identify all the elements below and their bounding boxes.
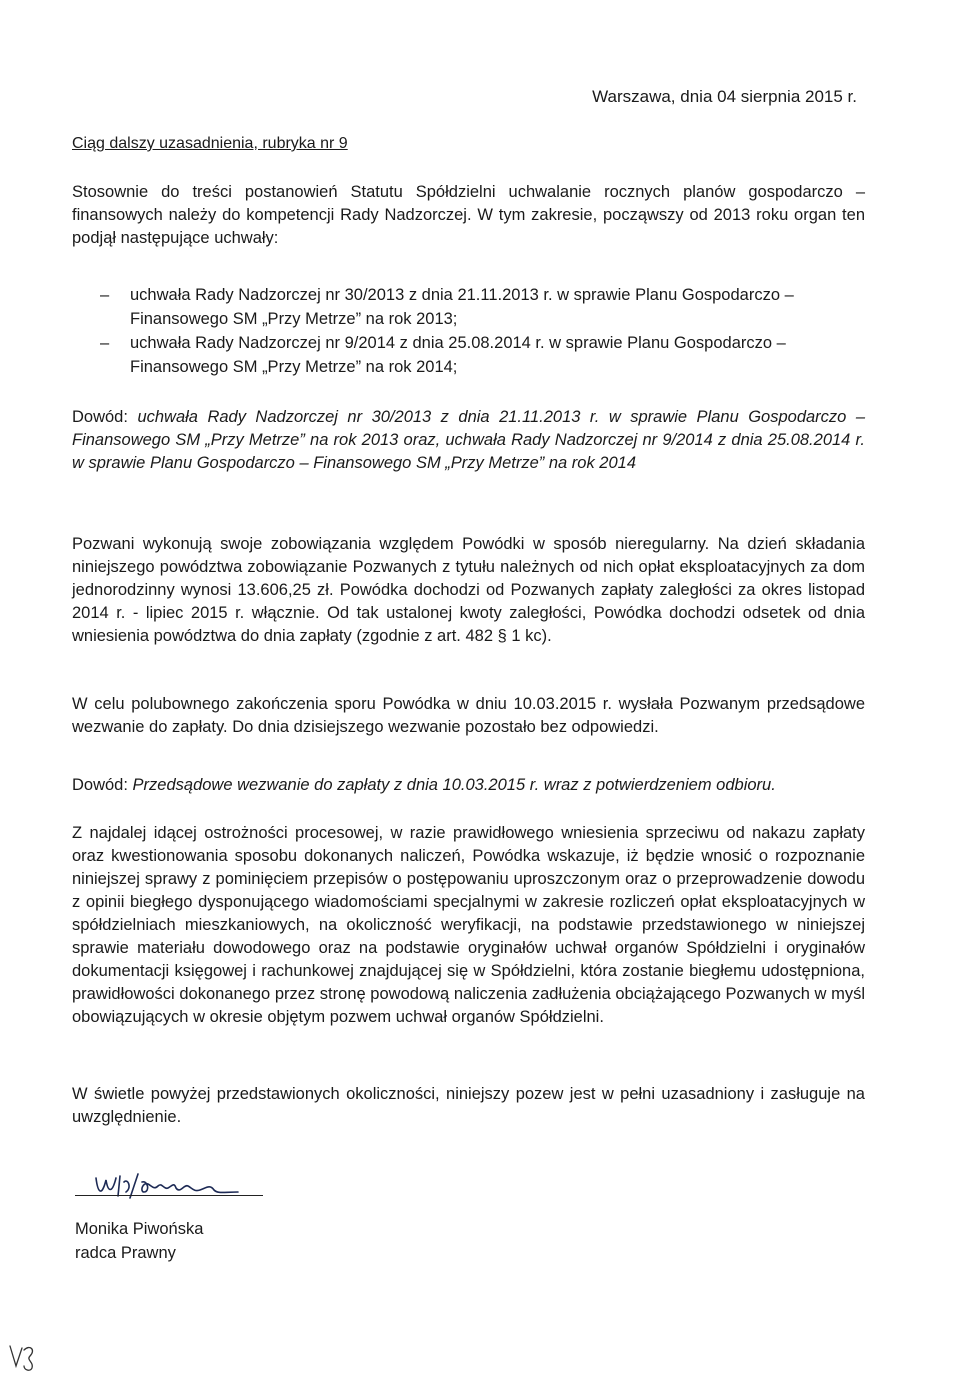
- signer-block: [75, 1217, 203, 1265]
- list-item: – uchwała Rady Nadzorczej nr 30/2013 z dnia 21.11.2013 r. w sprawie Planu Gospodarczo – Finansowego SM „Przy Metrze” na rok 2013;: [100, 283, 865, 331]
- list-item: – uchwała Rady Nadzorczej nr 9/2014 z dnia 25.08.2014 r. w sprawie Planu Gospodarczo – Finansowego SM „Przy Metrze” na rok 2014;: [100, 331, 865, 379]
- resolutions-list: [100, 283, 865, 379]
- signer-name: Monika Piwońska: [75, 1220, 204, 1238]
- intro-paragraph: Stosownie do treści postanowień Statutu Spółdzielni uchwalanie rocznych planów gospodarczo – finansowych należy do kompetencji Rady Nadzorczej. W tym zakresie, począwszy od 2013 roku organ ten podjął następujące uchwały:: [72, 183, 865, 247]
- evidence-block-2: [72, 774, 865, 797]
- section-heading: Ciąg dalszy uzasadnienia, rubryka nr 9: [72, 135, 348, 152]
- paragraph-demand: W celu polubownego zakończenia sporu Powódka w dniu 10.03.2015 r. wysłała Pozwanym przedsądowe wezwanie do zapłaty. Do dnia dzisiejszego wezwanie pozostało bez odpowiedzi.: [72, 695, 865, 736]
- signature-line: [75, 1195, 263, 1196]
- evidence-text: uchwała Rady Nadzorczej nr 30/2013 z dnia 21.11.2013 r. w sprawie Planu Gospodarczo – Finansowego SM „Przy Metrze” na rok 2013 oraz, uchwała Rady Nadzorczej nr 9/2014 z dnia 25.08.2014 r. w sprawie Planu Gospodarczo – Finansowego SM „Przy Metrze” na rok 2014: [72, 408, 865, 472]
- paragraph-procedure: Z najdalej idącej ostrożności procesowej, w razie prawidłowego wniesienia sprzeciwu od nakazu zapłaty oraz kwestionowania sposobu dokonanych naliczeń, Powódka wskazuje, iż będzie wnosić o rozpoznanie niniejszej sprawy z pominięciem przepisów o postępowaniu uproszczonym oraz o przeprowadzenie dowodu z opinii biegłego dysponującego wiadomościami specjalnymi w zakresie rozliczeń opłat eksploatacyjnych w spółdzielniach mieszkaniowych, na okoliczność weryfikacji, na podstawie przedstawionego w niniejszej sprawie materiału dowodowego oraz na podstawie oryginałów uchwał organów Spółdzielni i oryginałów dokumentacji księgowej i rachunkowej znajdującej się w Spółdzielni, która zostanie biegłemu udostępniona, prawidłowości dokonanego przez stronę powodową naliczenia zadłużenia obciążającego Pozwanych w myśl obowiązujących w okresie objętym pozwem uchwał organów Spółdzielni.: [72, 824, 865, 1026]
- evidence-text: Przedsądowe wezwanie do zapłaty z dnia 10.03.2015 r. wraz z potwierdzeniem odbioru.: [132, 776, 776, 794]
- paragraph-arrears: Pozwani wykonują swoje zobowiązania względem Powódki w sposób nieregularny. Na dzień składania niniejszego powództwa zobowiązanie Pozwanych z tytułu należnych od nich opłat eksploatacyjnych za dom jednorodzinny wynosi 13.606,25 zł. Powódka dochodzi od Pozwanych zapłaty zaległości za okres listopad 2014 r. - lipiec 2015 r. włącznie. Od tak ustalonej kwoty zaległości, Powódka dochodzi odsetek od dnia wniesienia powództwa do dnia zapłaty (zgodnie z art. 482 § 1 kc).: [72, 535, 865, 645]
- date-line: Warszawa, dnia 04 sierpnia 2015 r.: [592, 87, 857, 106]
- evidence-label: Dowód:: [72, 408, 128, 426]
- signer-title: radca Prawny: [75, 1244, 176, 1262]
- evidence-label: Dowód:: [72, 776, 128, 794]
- page-number-handwritten-mark: [6, 1340, 40, 1374]
- handwritten-signature: [88, 1168, 278, 1204]
- paragraph-conclusion: W świetle powyżej przedstawionych okoliczności, niniejszy pozew jest w pełni uzasadniony i zasługuje na uwzględnienie.: [72, 1085, 865, 1126]
- evidence-block-1: [72, 406, 865, 475]
